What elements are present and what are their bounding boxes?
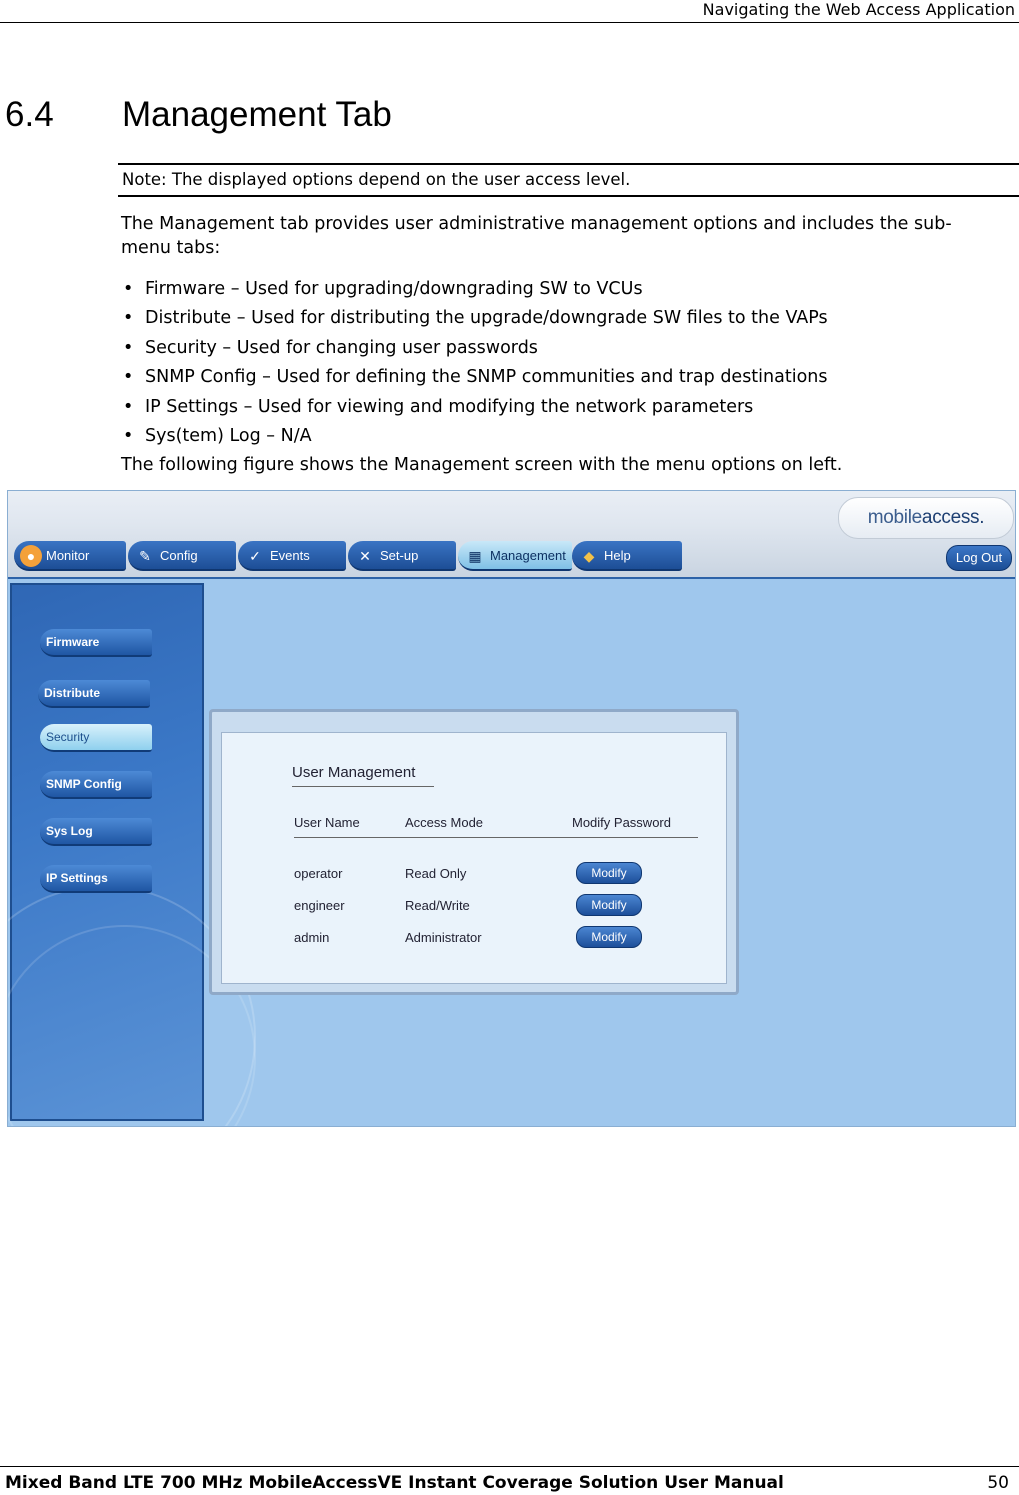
logo-text-2: access. [921, 507, 985, 528]
sidebar-item-snmp-config[interactable]: SNMP Config [40, 771, 152, 799]
tab-monitor[interactable] [14, 541, 126, 571]
figure-intro: The following figure shows the Management screen with the menu options on left. [121, 455, 843, 475]
note-box: Note: The displayed options depend on the user access level. [118, 163, 1019, 197]
sidebar-item-distribute[interactable]: Distribute [38, 680, 150, 708]
app-top-bar [8, 491, 1015, 579]
management-screenshot [7, 490, 1016, 1127]
tab-label: Set-up [380, 548, 419, 563]
column-user-name: User Name [294, 815, 360, 830]
bullet-item: • Distribute – Used for distributing the upgrade/downgrade SW files to the VAPs [121, 304, 828, 333]
running-header [0, 0, 1019, 23]
modify-button[interactable]: Modify [576, 926, 642, 948]
user-name: operator [294, 866, 343, 881]
user-management-title: User Management [292, 764, 434, 787]
tab-config[interactable] [128, 541, 236, 571]
access-mode: Read Only [405, 866, 467, 881]
table-row [294, 930, 698, 950]
logo-text-1: mobile [867, 507, 922, 528]
section-number: 6.4 [5, 95, 54, 134]
tab-label: Config [160, 548, 198, 563]
user-name: admin [294, 930, 330, 945]
tools-icon: ✕ [359, 548, 371, 564]
section-title: Management Tab [122, 95, 392, 134]
tab-label: Management [490, 548, 566, 563]
column-access-mode: Access Mode [405, 815, 484, 830]
globe-icon: ● [20, 545, 42, 567]
bullet-item: • Security – Used for changing user passwords [121, 334, 828, 363]
modify-button[interactable]: Modify [576, 894, 642, 916]
modify-button[interactable]: Modify [576, 862, 642, 884]
tab-setup[interactable] [348, 541, 456, 571]
user-management-panel [209, 709, 739, 995]
user-management-content [221, 732, 727, 984]
sidebar-item-ip-settings[interactable]: IP Settings [40, 865, 152, 893]
footer-manual-title: Mixed Band LTE 700 MHz MobileAccessVE Instant Coverage Solution User Manual [5, 1473, 784, 1493]
submenu-bullet-list [121, 275, 828, 451]
management-icon: ▦ [468, 548, 482, 564]
sidebar-item-firmware[interactable]: Firmware [40, 629, 152, 657]
tab-management[interactable] [458, 541, 572, 571]
management-sidebar [10, 583, 204, 1121]
table-row [294, 898, 698, 918]
intro-paragraph: The Management tab provides user administrative management options and includes the sub-menu tabs: [121, 214, 952, 258]
tab-label: Help [604, 548, 631, 563]
sidebar-item-sys-log[interactable]: Sys Log [40, 818, 152, 846]
bullet-item: • SNMP Config – Used for defining the SNMP communities and trap destinations [121, 363, 828, 392]
book-icon: ◆ [583, 548, 595, 564]
access-mode: Administrator [405, 930, 482, 945]
column-modify-password: Modify Password [572, 815, 671, 830]
mobileaccess-logo [838, 497, 1014, 539]
tab-events[interactable] [238, 541, 346, 571]
wrench-icon: ✎ [139, 548, 151, 564]
tab-help[interactable] [572, 541, 682, 571]
sidebar-item-security[interactable]: Security [40, 724, 152, 752]
user-name: engineer [294, 898, 345, 913]
clipboard-icon: ✓ [249, 548, 261, 564]
bullet-item: • Sys(tem) Log – N/A [121, 422, 828, 451]
page-footer [0, 1466, 1019, 1495]
tab-label: Monitor [46, 548, 90, 563]
running-header-title: Navigating the Web Access Application [702, 0, 1015, 19]
access-mode: Read/Write [405, 898, 470, 913]
bullet-item: • Firmware – Used for upgrading/downgrading SW to VCUs [121, 275, 828, 304]
page-number: 50 [987, 1473, 1009, 1493]
user-table-header [294, 815, 698, 838]
tab-label: Events [270, 548, 310, 563]
bullet-item: • IP Settings – Used for viewing and modifying the network parameters [121, 393, 828, 422]
logout-button[interactable]: Log Out [946, 545, 1012, 571]
table-row [294, 866, 698, 886]
section-heading [5, 94, 392, 136]
